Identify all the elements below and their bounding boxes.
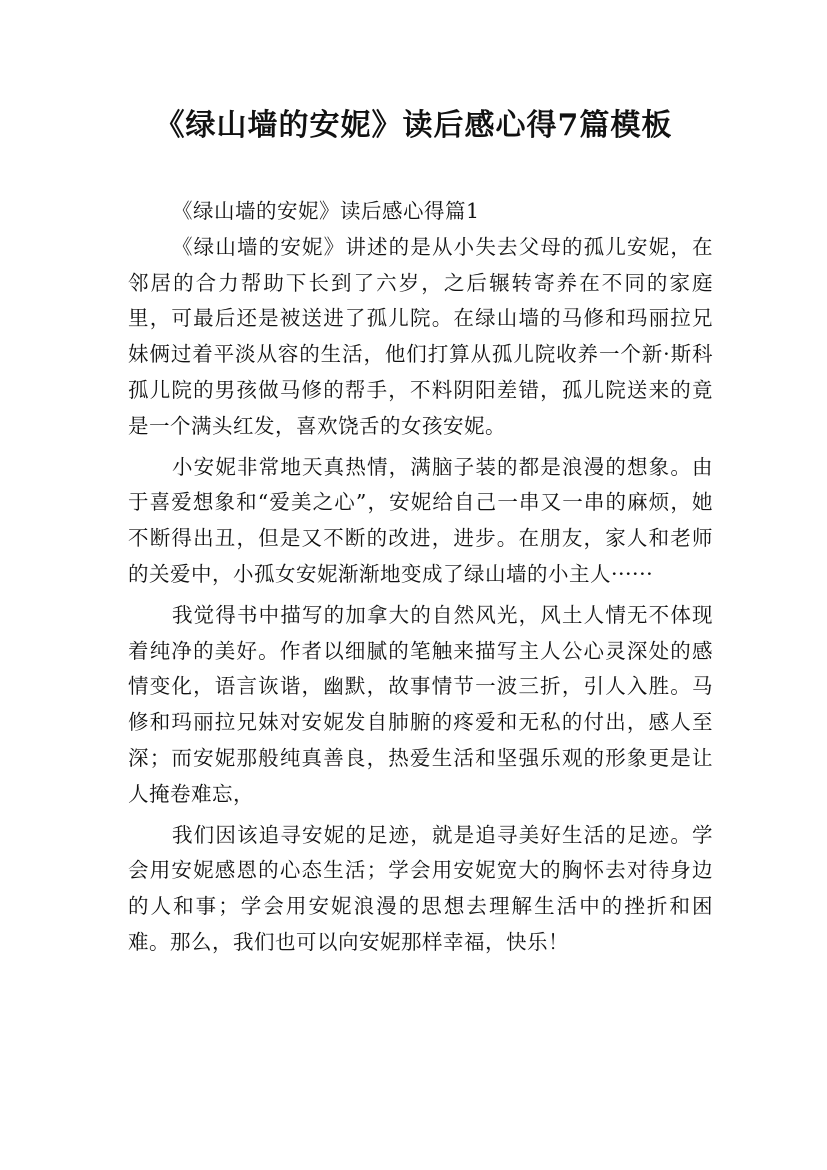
paragraph-2: 小安妮非常地天真热情，满脑子装的都是浪漫的想象。由于喜爱想象和“爱美之心”，安妮给自己一串又一串的麻烦，她不断得出丑，但是又不断的改进，进步。在朋友，家人和老师的关爱中，小孤女安妮渐渐地变成了绿山墙的小主人······ [128,454,713,586]
document-title: 《绿山墙的安妮》读后感心得7篇模板 [154,108,673,143]
section-heading: 《绿山墙的安妮》读后感心得篇1 [172,199,480,223]
paragraph-4: 我们因该追寻安妮的足迹，就是追寻美好生活的足迹。学会用安妮感恩的心态生活；学会用安妮宽大的胸怀去对待身边的人和事；学会用安妮浪漫的思想去理解生活中的挫折和困难。那么，我们也可以向安妮那样幸福，快乐！ [128,822,713,954]
document-body [128,194,713,966]
paragraph-3: 我觉得书中描写的加拿大的自然风光，风土人情无不体现着纯净的美好。作者以细腻的笔触来描写主人公心灵深处的感情变化，语言诙谐，幽默，故事情节一波三折，引人入胜。马修和玛丽拉兄妹对安妮发自肺腑的疼爱和无私的付出，感人至深；而安妮那般纯真善良，热爱生活和坚强乐观的形象更是让人掩卷难忘， [128,602,713,806]
paragraph-1: 《绿山墙的安妮》讲述的是从小失去父母的孤儿安妮，在邻居的合力帮助下长到了六岁，之后辗转寄养在不同的家庭里，可最后还是被送进了孤儿院。在绿山墙的马修和玛丽拉兄妹俩过着平淡从容的生活，他们打算从孤儿院收养一个新·斯科孤儿院的男孩做马修的帮手，不料阴阳差错，孤儿院送来的竟是一个满头红发，喜欢饶舌的女孩安妮。 [128,234,713,438]
